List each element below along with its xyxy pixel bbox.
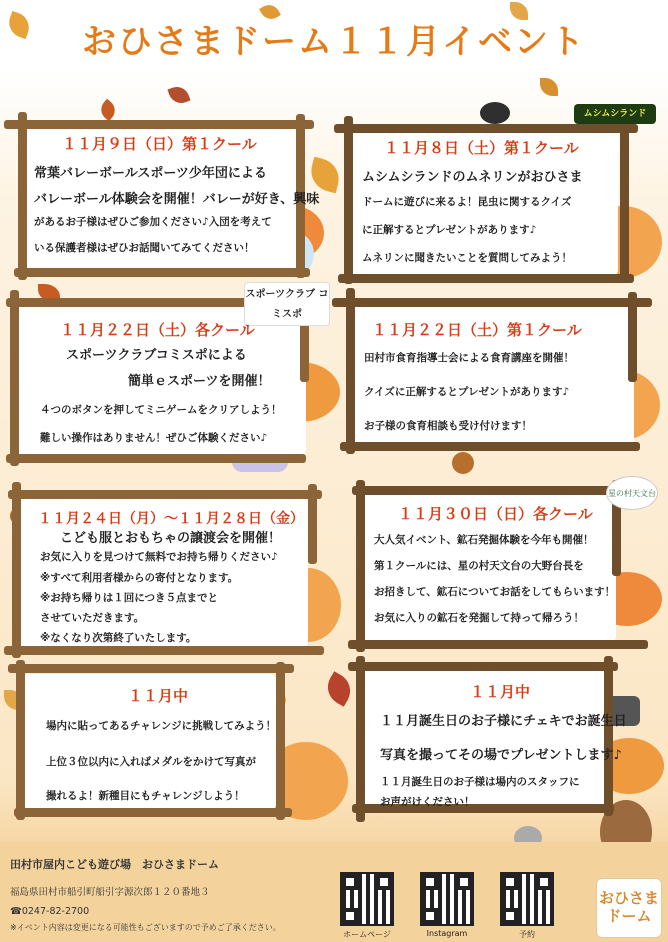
facility-phone: ☎0247-82-2700 bbox=[10, 906, 90, 917]
wood-frame bbox=[604, 656, 613, 816]
event-text: 第１クールには、星の村天文台の大野台長を bbox=[374, 560, 584, 572]
beetle-icon bbox=[480, 102, 510, 124]
event-text: 撮れるよ！新種目にもチャレンジしよう！ bbox=[46, 790, 245, 802]
event-text: お招きして、鉱石についてお話をしてもらいます！ bbox=[374, 586, 616, 598]
event-text: に正解するとプレゼントがあります♪ bbox=[362, 224, 537, 236]
wood-frame bbox=[346, 288, 355, 454]
event-text: ※すべて利用者様からの寄付となります。 bbox=[40, 572, 239, 584]
event-text: 簡単ｅスポーツを開催！ bbox=[128, 374, 271, 389]
wood-frame bbox=[14, 268, 310, 277]
wood-frame bbox=[344, 116, 353, 284]
acorn-icon bbox=[452, 452, 474, 474]
event-text: ※なくなり次第終了いたします。 bbox=[40, 632, 197, 644]
wood-frame bbox=[12, 482, 21, 658]
event-text: 難しい操作はありません！ぜひご体験ください♪ bbox=[40, 432, 268, 444]
event-text: ムネリンに聞きたいことを質問してみよう！ bbox=[362, 252, 572, 264]
footer-note: ※イベント内容は変更になる可能性もございますので予めご了承ください。 bbox=[10, 923, 281, 932]
event-text: 常葉バレーボールスポーツ少年団による bbox=[34, 166, 267, 181]
wood-frame bbox=[332, 298, 652, 307]
wood-frame bbox=[18, 112, 27, 280]
event-text: お声がけください！ bbox=[380, 796, 475, 808]
event-date-2: １１月８日（土）第１クール bbox=[384, 139, 579, 157]
wood-frame bbox=[352, 486, 610, 495]
event-text: クイズに正解するとプレゼントがあります♪ bbox=[364, 386, 570, 398]
wood-frame bbox=[4, 646, 324, 655]
event-date-4: １１月２２日（土）第１クール bbox=[372, 321, 582, 339]
event-text: こども服とおもちゃの譲渡会を開催！ bbox=[60, 531, 282, 546]
wood-frame bbox=[356, 480, 365, 652]
wood-frame bbox=[340, 442, 640, 451]
event-text: バレーボール体験会を開催！バレーが好き、興味 bbox=[34, 192, 320, 207]
qr-label: 予約 bbox=[519, 930, 535, 939]
event-text: ４つのボタンを押してミニゲームをクリアしよう！ bbox=[40, 404, 282, 416]
wood-frame bbox=[8, 664, 294, 673]
mushimushi-land-logo: ムシムシランド bbox=[574, 104, 656, 124]
wood-frame bbox=[620, 116, 629, 282]
event-date-3: １１月２２日（土）各クール bbox=[60, 321, 255, 339]
event-text: させていただきます。 bbox=[40, 612, 145, 624]
autumn-leaf-icon bbox=[540, 78, 558, 96]
logo-text: おひさま bbox=[598, 889, 659, 907]
wood-frame bbox=[14, 808, 292, 817]
event-text: お気に入りの鉱石を発掘して持って帰ろう！ bbox=[374, 612, 584, 624]
wood-frame bbox=[348, 640, 648, 649]
event-date-5: １１月２４日（月）～１１月２８日（金） bbox=[38, 511, 304, 527]
autumn-leaf-icon bbox=[97, 99, 120, 122]
event-date-1: １１月９日（日）第１クール bbox=[62, 135, 257, 153]
event-date-8: １１月中 bbox=[470, 683, 531, 701]
event-text: があるお子様はぜひご参加ください♪入団を考えて bbox=[34, 216, 272, 228]
wood-frame bbox=[338, 274, 634, 283]
facility-address: 福島県田村市船引町船引字源次郎１２０番地３ bbox=[10, 887, 210, 898]
facility-name: 田村市屋内こども遊び場 おひさまドーム bbox=[10, 858, 219, 871]
event-date-6: １１月３０日（日）各クール bbox=[398, 505, 593, 523]
observatory-logo: 星の村天文台 bbox=[606, 476, 658, 510]
wood-frame bbox=[8, 490, 322, 499]
event-text: お気に入りを見つけて無料でお持ち帰りください♪ bbox=[40, 551, 278, 563]
event-text: 田村市食育指導士会による食育講座を開催！ bbox=[364, 352, 574, 364]
wood-frame bbox=[4, 120, 314, 129]
qr-code-reservation[interactable] bbox=[500, 872, 554, 926]
wood-frame bbox=[348, 662, 618, 671]
autumn-leaf-icon bbox=[167, 83, 190, 106]
event-text: ドームに遊びに来るよ！昆虫に関するクイズ bbox=[362, 196, 572, 208]
wood-frame bbox=[308, 484, 317, 564]
wood-frame bbox=[628, 292, 637, 382]
wood-frame bbox=[276, 662, 285, 820]
ohisama-dome-logo bbox=[596, 878, 662, 938]
wood-frame bbox=[6, 454, 306, 463]
event-text: スポーツクラブコミスポによる bbox=[66, 348, 247, 363]
wood-frame bbox=[334, 124, 638, 133]
wood-frame bbox=[10, 290, 19, 466]
autumn-leaf-icon bbox=[321, 671, 357, 707]
comispo-logo: スポーツクラブ コミスポ bbox=[244, 282, 330, 326]
qr-code-instagram[interactable] bbox=[420, 872, 474, 926]
event-text: 大人気イベント、鉱石発掘体験を今年も開催！ bbox=[374, 534, 594, 546]
event-text: 写真を撮ってその場でプレゼントします♪ bbox=[380, 748, 622, 763]
wood-frame bbox=[356, 656, 365, 822]
qr-code-homepage[interactable] bbox=[340, 872, 394, 926]
event-date-7: １１月中 bbox=[128, 687, 189, 705]
qr-label: Instagram bbox=[426, 929, 468, 938]
event-text: 上位３位以内に入ればメダルをかけて写真が bbox=[46, 756, 256, 768]
event-text: １１月誕生日のお子様にチェキでお誕生日 bbox=[380, 714, 627, 729]
event-text: ムシムシランドのムネリンがおひさま bbox=[362, 170, 583, 185]
qr-label: ホームページ bbox=[343, 930, 391, 939]
page-title: おひさまドーム１１月イベント bbox=[82, 22, 586, 62]
event-text: １１月誕生日のお子様は場内のスタッフに bbox=[380, 776, 580, 788]
event-text: いる保護者様はぜひお話聞いてみてください！ bbox=[34, 242, 255, 254]
event-text: お子様の食育相談も受け付けます！ bbox=[364, 420, 532, 432]
event-text: ※お持ち帰りは１回につき５点までと bbox=[40, 592, 218, 604]
wood-frame bbox=[16, 660, 25, 820]
event-text: 場内に貼ってあるチャレンジに挑戦してみよう！ bbox=[46, 720, 277, 732]
logo-text: ドーム bbox=[606, 907, 652, 925]
